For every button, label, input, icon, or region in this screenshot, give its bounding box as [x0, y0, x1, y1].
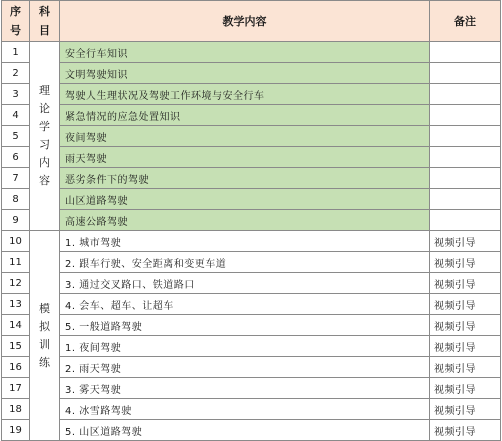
- row-content: 2. 雨天驾驶: [60, 357, 430, 378]
- row-number: 2: [2, 63, 30, 84]
- row-note: 视频引导: [430, 336, 501, 357]
- subject-char: 训: [39, 337, 50, 351]
- row-note: [430, 210, 501, 231]
- row-note: [430, 168, 501, 189]
- row-note: 视频引导: [430, 273, 501, 294]
- row-content: 4. 会车、超车、让超车: [60, 294, 430, 315]
- subject-char: 理: [39, 84, 50, 97]
- row-content: 4. 冰雪路驾驶: [60, 399, 430, 420]
- row-note: 视频引导: [430, 315, 501, 336]
- row-number: 6: [2, 147, 30, 168]
- table-row: [2, 63, 501, 84]
- row-number: 14: [2, 315, 30, 336]
- table-row: [2, 378, 501, 399]
- row-content: 文明驾驶知识: [60, 63, 430, 84]
- row-number: 12: [2, 273, 30, 294]
- row-number: 11: [2, 252, 30, 273]
- table-row: [2, 189, 501, 210]
- row-note: [430, 84, 501, 105]
- row-number: 3: [2, 84, 30, 105]
- row-number: 18: [2, 399, 30, 420]
- row-note: 视频引导: [430, 252, 501, 273]
- row-note: [430, 147, 501, 168]
- table-row: [2, 84, 501, 105]
- table-row: [2, 420, 501, 441]
- table-row: [2, 210, 501, 231]
- header-subject-char: 科: [39, 5, 50, 18]
- row-note: [430, 189, 501, 210]
- row-note: 视频引导: [430, 357, 501, 378]
- row-number: 17: [2, 378, 30, 399]
- subject-char: 论: [39, 102, 50, 115]
- row-note: 视频引导: [430, 294, 501, 315]
- row-note: 视频引导: [430, 399, 501, 420]
- row-content: 3. 通过交叉路口、铁道路口: [60, 273, 430, 294]
- table-row: [2, 126, 501, 147]
- row-number: 19: [2, 420, 30, 441]
- row-number: 4: [2, 105, 30, 126]
- subject-char: 内: [39, 156, 50, 169]
- row-number: 10: [2, 231, 30, 252]
- subject-char: 学: [39, 120, 50, 133]
- header-note: 备注: [430, 1, 501, 42]
- table-row: [2, 231, 501, 252]
- row-content: 雨天驾驶: [60, 147, 430, 168]
- header-seq-char: 序: [10, 5, 21, 18]
- row-content: 高速公路驾驶: [60, 210, 430, 231]
- subject-char: 习: [39, 138, 50, 151]
- table-row: [2, 294, 501, 315]
- row-number: 15: [2, 336, 30, 357]
- subject-char: 练: [39, 355, 50, 369]
- row-content: 1. 夜间驾驶: [60, 336, 430, 357]
- table-row: [2, 357, 501, 378]
- row-content: 2. 跟车行驶、安全距离和变更车道: [60, 252, 430, 273]
- header-subject-char: 目: [39, 24, 50, 37]
- header-seq-char: 号: [10, 24, 21, 37]
- row-note: 视频引导: [430, 231, 501, 252]
- table-row: [2, 399, 501, 420]
- row-number: 9: [2, 210, 30, 231]
- row-number: 8: [2, 189, 30, 210]
- table-row: [2, 42, 501, 63]
- row-number: 5: [2, 126, 30, 147]
- row-number: 16: [2, 357, 30, 378]
- header-subject: [30, 1, 60, 42]
- subject-simulation: [30, 231, 60, 441]
- teaching-content-table: [1, 0, 501, 441]
- row-number: 7: [2, 168, 30, 189]
- row-content: 1. 城市驾驶: [60, 231, 430, 252]
- row-content: 安全行车知识: [60, 42, 430, 63]
- row-content: 3. 雾天驾驶: [60, 378, 430, 399]
- table-header-row: [2, 1, 501, 42]
- row-content: 恶劣条件下的驾驶: [60, 168, 430, 189]
- subject-theory: [30, 42, 60, 231]
- row-note: [430, 42, 501, 63]
- row-note: [430, 105, 501, 126]
- row-content: 5. 山区道路驾驶: [60, 420, 430, 441]
- row-number: 13: [2, 294, 30, 315]
- row-note: [430, 63, 501, 84]
- row-note: 视频引导: [430, 420, 501, 441]
- row-content: 驾驶人生理状况及驾驶工作环境与安全行车: [60, 84, 430, 105]
- row-number: 1: [2, 42, 30, 63]
- row-content: 山区道路驾驶: [60, 189, 430, 210]
- header-content: 教学内容: [60, 1, 430, 42]
- header-seq: [2, 1, 30, 42]
- row-note: [430, 126, 501, 147]
- subject-char: 拟: [39, 319, 50, 333]
- row-content: 5. 一般道路驾驶: [60, 315, 430, 336]
- table-row: [2, 147, 501, 168]
- table-row: [2, 336, 501, 357]
- table-row: [2, 315, 501, 336]
- subject-char: 模: [39, 301, 50, 315]
- table-row: [2, 273, 501, 294]
- table-row: [2, 105, 501, 126]
- subject-char: 容: [39, 174, 50, 187]
- row-content: 紧急情况的应急处置知识: [60, 105, 430, 126]
- table-row: [2, 168, 501, 189]
- row-note: 视频引导: [430, 378, 501, 399]
- table-row: [2, 252, 501, 273]
- row-content: 夜间驾驶: [60, 126, 430, 147]
